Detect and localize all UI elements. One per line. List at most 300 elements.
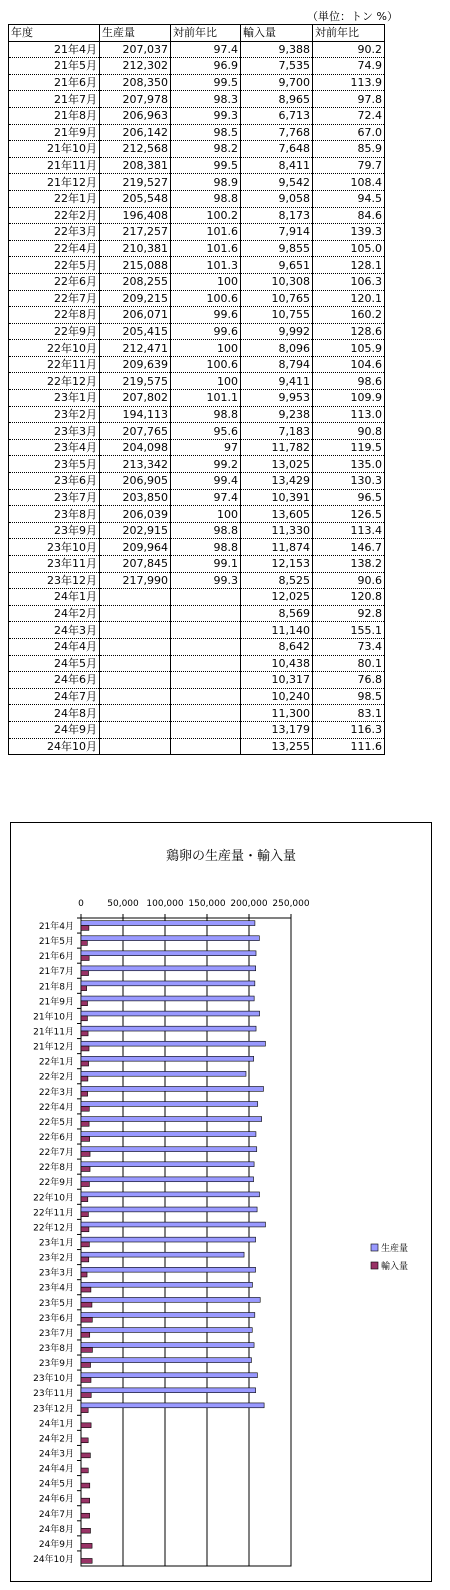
- value-cell: 8,173: [241, 207, 313, 224]
- data-table: [8, 24, 385, 755]
- production-bar: [81, 1297, 260, 1302]
- value-cell: 106.3: [313, 273, 385, 290]
- import-bar: [81, 1001, 88, 1006]
- table-row: [9, 91, 385, 108]
- table-row: [9, 589, 385, 606]
- value-cell: 213,342: [100, 456, 171, 473]
- production-bar: [81, 1117, 262, 1122]
- table-row: [9, 572, 385, 589]
- row-label-cell: 21年4月: [9, 41, 100, 58]
- value-cell: 207,765: [100, 423, 171, 440]
- category-label: 21年7月: [38, 967, 74, 978]
- value-cell: 7,768: [241, 124, 313, 141]
- value-cell: 11,140: [241, 622, 313, 639]
- value-cell: 10,438: [241, 655, 313, 672]
- value-cell: 94.5: [313, 190, 385, 207]
- category-label: 24年5月: [38, 1479, 74, 1490]
- value-cell: 9,855: [241, 240, 313, 257]
- value-cell: 10,240: [241, 688, 313, 705]
- row-label-cell: 22年6月: [9, 273, 100, 290]
- row-label-cell: 24年4月: [9, 638, 100, 655]
- value-cell: 98.9: [171, 174, 241, 191]
- value-cell: 10,765: [241, 290, 313, 307]
- value-cell: 7,535: [241, 58, 313, 75]
- row-label-cell: 21年9月: [9, 124, 100, 141]
- value-cell: 9,411: [241, 373, 313, 390]
- import-bar: [81, 1182, 89, 1187]
- value-cell: 209,215: [100, 290, 171, 307]
- category-label: 22年5月: [38, 1117, 74, 1128]
- import-bar: [81, 926, 89, 931]
- value-cell: 208,350: [100, 74, 171, 91]
- import-bar: [81, 1031, 88, 1036]
- value-cell: 100: [171, 273, 241, 290]
- value-cell: 6,713: [241, 107, 313, 124]
- value-cell: 80.1: [313, 655, 385, 672]
- value-cell: 207,802: [100, 390, 171, 407]
- value-cell: 9,992: [241, 323, 313, 340]
- row-label-cell: 24年6月: [9, 672, 100, 689]
- production-bar: [81, 1192, 259, 1197]
- table-row: [9, 522, 385, 539]
- import-bar: [81, 1347, 92, 1352]
- value-cell: [171, 655, 241, 672]
- value-cell: 9,542: [241, 174, 313, 191]
- column-header: 生産量: [100, 25, 171, 42]
- row-label-cell: 23年1月: [9, 390, 100, 407]
- table-row: [9, 622, 385, 639]
- value-cell: 155.1: [313, 622, 385, 639]
- value-cell: 11,782: [241, 439, 313, 456]
- import-bar: [81, 1332, 90, 1337]
- value-cell: 113.4: [313, 522, 385, 539]
- row-label-cell: 23年6月: [9, 473, 100, 490]
- table-row: [9, 174, 385, 191]
- value-cell: [100, 705, 171, 722]
- column-header: 対前年比: [313, 25, 385, 42]
- table-row: [9, 705, 385, 722]
- value-cell: 11,874: [241, 539, 313, 556]
- category-label: 23年7月: [38, 1328, 74, 1339]
- row-label-cell: 21年6月: [9, 74, 100, 91]
- value-cell: 10,308: [241, 273, 313, 290]
- value-cell: 207,037: [100, 41, 171, 58]
- import-bar: [81, 1272, 87, 1277]
- legend-label: 生産量: [381, 1244, 409, 1254]
- table-row: [9, 290, 385, 307]
- value-cell: 72.4: [313, 107, 385, 124]
- value-cell: 90.2: [313, 41, 385, 58]
- value-cell: 205,548: [100, 190, 171, 207]
- table-row: [9, 672, 385, 689]
- value-cell: 130.3: [313, 473, 385, 490]
- column-header: 輸入量: [241, 25, 313, 42]
- value-cell: 101.6: [171, 224, 241, 241]
- table-row: [9, 107, 385, 124]
- category-label: 23年5月: [38, 1298, 74, 1309]
- row-label-cell: 21年5月: [9, 58, 100, 75]
- value-cell: 212,302: [100, 58, 171, 75]
- value-cell: [171, 589, 241, 606]
- row-label-cell: 24年8月: [9, 705, 100, 722]
- production-bar: [81, 921, 255, 926]
- import-bar: [81, 1558, 92, 1563]
- production-bar: [81, 1102, 258, 1107]
- value-cell: 207,978: [100, 91, 171, 108]
- value-cell: 7,183: [241, 423, 313, 440]
- value-cell: 12,153: [241, 556, 313, 573]
- value-cell: 101.6: [171, 240, 241, 257]
- import-bar: [81, 1227, 89, 1232]
- value-cell: 95.6: [171, 423, 241, 440]
- value-cell: 99.6: [171, 307, 241, 324]
- production-bar: [81, 951, 256, 956]
- row-label-cell: 23年3月: [9, 423, 100, 440]
- category-label: 24年1月: [38, 1419, 74, 1430]
- import-bar: [81, 1121, 89, 1126]
- value-cell: 100: [171, 340, 241, 357]
- table-row: [9, 190, 385, 207]
- production-bar: [81, 1313, 255, 1318]
- value-cell: [171, 638, 241, 655]
- row-label-cell: 24年1月: [9, 589, 100, 606]
- value-cell: [171, 672, 241, 689]
- table-row: [9, 721, 385, 738]
- import-bar: [81, 1106, 89, 1111]
- unit-note: （単位：トン %）: [307, 10, 398, 23]
- import-bar: [81, 956, 89, 961]
- row-label-cell: 22年12月: [9, 373, 100, 390]
- value-cell: 9,058: [241, 190, 313, 207]
- import-bar: [81, 1408, 88, 1413]
- value-cell: 160.2: [313, 307, 385, 324]
- production-bar: [81, 1026, 256, 1031]
- value-cell: 219,575: [100, 373, 171, 390]
- table-row: [9, 207, 385, 224]
- category-label: 23年2月: [38, 1253, 74, 1264]
- value-cell: 98.8: [171, 539, 241, 556]
- legend-label: 輸入量: [381, 1262, 409, 1272]
- category-label: 22年6月: [38, 1133, 74, 1144]
- value-cell: 8,096: [241, 340, 313, 357]
- value-cell: 12,025: [241, 589, 313, 606]
- value-cell: [100, 638, 171, 655]
- row-label-cell: 21年8月: [9, 107, 100, 124]
- value-cell: 217,257: [100, 224, 171, 241]
- table-row: [9, 638, 385, 655]
- value-cell: 85.9: [313, 141, 385, 158]
- x-tick-label: 50,000: [107, 899, 139, 909]
- value-cell: 11,300: [241, 705, 313, 722]
- value-cell: 128.1: [313, 257, 385, 274]
- import-bar: [81, 971, 89, 976]
- row-label-cell: 23年5月: [9, 456, 100, 473]
- import-bar: [81, 1242, 89, 1247]
- value-cell: 204,098: [100, 439, 171, 456]
- value-cell: 206,039: [100, 506, 171, 523]
- import-bar: [81, 1212, 88, 1217]
- value-cell: 10,317: [241, 672, 313, 689]
- value-cell: [100, 589, 171, 606]
- value-cell: 205,415: [100, 323, 171, 340]
- value-cell: 67.0: [313, 124, 385, 141]
- production-bar: [81, 1282, 252, 1287]
- row-label-cell: 23年9月: [9, 522, 100, 539]
- import-bar: [81, 1453, 90, 1458]
- category-label: 23年10月: [33, 1374, 74, 1385]
- value-cell: 98.8: [171, 406, 241, 423]
- table-row: [9, 423, 385, 440]
- value-cell: 119.5: [313, 439, 385, 456]
- import-bar: [81, 1137, 90, 1142]
- row-label-cell: 22年7月: [9, 290, 100, 307]
- table-row: [9, 307, 385, 324]
- x-tick-label: 0: [78, 899, 84, 909]
- row-label-cell: 24年3月: [9, 622, 100, 639]
- import-bar: [81, 1152, 90, 1157]
- category-label: 21年6月: [38, 952, 74, 963]
- import-bar: [81, 1438, 88, 1443]
- row-label-cell: 21年10月: [9, 141, 100, 158]
- value-cell: 13,605: [241, 506, 313, 523]
- category-label: 22年7月: [38, 1148, 74, 1159]
- table-row: [9, 506, 385, 523]
- production-bar: [81, 996, 254, 1001]
- value-cell: 99.3: [171, 572, 241, 589]
- row-label-cell: 22年9月: [9, 323, 100, 340]
- row-label-cell: 22年11月: [9, 356, 100, 373]
- table-header-row: [9, 25, 385, 42]
- import-bar: [81, 1468, 88, 1473]
- value-cell: [100, 688, 171, 705]
- category-label: 24年2月: [38, 1434, 74, 1445]
- value-cell: 9,700: [241, 74, 313, 91]
- production-bar: [81, 1056, 254, 1061]
- value-cell: 113.0: [313, 406, 385, 423]
- value-cell: 90.6: [313, 572, 385, 589]
- value-cell: 10,391: [241, 489, 313, 506]
- x-tick-label: 250,000: [272, 899, 310, 909]
- value-cell: 212,471: [100, 340, 171, 357]
- chart-title: 鶏卵の生産量・輸入量: [165, 849, 297, 864]
- value-cell: 209,639: [100, 356, 171, 373]
- category-label: 21年4月: [38, 922, 74, 933]
- value-cell: 206,071: [100, 307, 171, 324]
- value-cell: 98.3: [171, 91, 241, 108]
- import-bar: [81, 1378, 91, 1383]
- import-bar: [81, 986, 87, 991]
- value-cell: 128.6: [313, 323, 385, 340]
- category-label: 22年8月: [38, 1163, 74, 1174]
- row-label-cell: 22年2月: [9, 207, 100, 224]
- value-cell: 7,648: [241, 141, 313, 158]
- import-bar: [81, 1302, 92, 1307]
- import-bar: [81, 1393, 91, 1398]
- value-cell: 105.0: [313, 240, 385, 257]
- value-cell: 7,914: [241, 224, 313, 241]
- table-row: [9, 390, 385, 407]
- value-cell: 97: [171, 439, 241, 456]
- production-bar: [81, 1358, 251, 1363]
- production-bar: [81, 1147, 257, 1152]
- value-cell: 146.7: [313, 539, 385, 556]
- value-cell: [100, 672, 171, 689]
- production-bar: [81, 1343, 254, 1348]
- table-row: [9, 124, 385, 141]
- category-label: 23年8月: [38, 1343, 74, 1354]
- x-tick-label: 150,000: [188, 899, 226, 909]
- category-label: 22年4月: [38, 1102, 74, 1113]
- production-bar: [81, 1071, 246, 1076]
- value-cell: [100, 622, 171, 639]
- category-label: 22年12月: [33, 1223, 74, 1234]
- value-cell: 208,381: [100, 157, 171, 174]
- value-cell: 212,568: [100, 141, 171, 158]
- import-bar: [81, 1167, 90, 1172]
- value-cell: 11,330: [241, 522, 313, 539]
- category-label: 21年10月: [33, 1012, 74, 1023]
- legend-swatch: [371, 1244, 378, 1251]
- category-label: 22年3月: [38, 1087, 74, 1098]
- import-bar: [81, 1046, 89, 1051]
- category-label: 22年9月: [38, 1178, 74, 1189]
- value-cell: 99.2: [171, 456, 241, 473]
- production-bar: [81, 1086, 263, 1091]
- value-cell: 100.2: [171, 207, 241, 224]
- category-label: 21年9月: [38, 997, 74, 1008]
- value-cell: 83.1: [313, 705, 385, 722]
- value-cell: 97.4: [171, 489, 241, 506]
- category-label: 22年2月: [38, 1072, 74, 1083]
- value-cell: 96.9: [171, 58, 241, 75]
- value-cell: 8,411: [241, 157, 313, 174]
- value-cell: 8,642: [241, 638, 313, 655]
- category-label: 21年11月: [33, 1027, 74, 1038]
- value-cell: 8,569: [241, 605, 313, 622]
- row-label-cell: 21年12月: [9, 174, 100, 191]
- table-row: [9, 340, 385, 357]
- production-bar: [81, 1252, 244, 1257]
- row-label-cell: 21年7月: [9, 91, 100, 108]
- value-cell: 139.3: [313, 224, 385, 241]
- category-label: 24年4月: [38, 1464, 74, 1475]
- value-cell: [171, 605, 241, 622]
- import-bar: [81, 1061, 89, 1066]
- category-label: 21年12月: [33, 1042, 74, 1053]
- import-bar: [81, 1257, 89, 1262]
- value-cell: 109.9: [313, 390, 385, 407]
- table-row: [9, 257, 385, 274]
- value-cell: 9,651: [241, 257, 313, 274]
- category-label: 22年10月: [33, 1193, 74, 1204]
- value-cell: 100: [171, 506, 241, 523]
- legend-swatch: [371, 1262, 378, 1269]
- production-bar: [81, 1328, 252, 1333]
- value-cell: 99.5: [171, 157, 241, 174]
- production-bar: [81, 1388, 256, 1393]
- value-cell: 215,088: [100, 257, 171, 274]
- import-bar: [81, 1483, 90, 1488]
- value-cell: 9,953: [241, 390, 313, 407]
- production-bar: [81, 1237, 256, 1242]
- production-bar: [81, 1177, 254, 1182]
- row-label-cell: 24年7月: [9, 688, 100, 705]
- value-cell: 126.5: [313, 506, 385, 523]
- value-cell: 98.6: [313, 373, 385, 390]
- value-cell: 217,990: [100, 572, 171, 589]
- import-bar: [81, 1091, 88, 1096]
- value-cell: 9,238: [241, 406, 313, 423]
- column-header: 対前年比: [171, 25, 241, 42]
- table-row: [9, 41, 385, 58]
- value-cell: [100, 738, 171, 755]
- column-header: 年度: [9, 25, 100, 42]
- value-cell: 79.7: [313, 157, 385, 174]
- value-cell: 98.5: [171, 124, 241, 141]
- value-cell: 104.6: [313, 356, 385, 373]
- value-cell: 120.8: [313, 589, 385, 606]
- value-cell: 219,527: [100, 174, 171, 191]
- table-row: [9, 74, 385, 91]
- value-cell: 98.2: [171, 141, 241, 158]
- bar-chart: [11, 823, 431, 1581]
- production-bar: [81, 1403, 264, 1408]
- table-row: [9, 539, 385, 556]
- value-cell: 206,963: [100, 107, 171, 124]
- production-bar: [81, 1011, 260, 1016]
- row-label-cell: 24年2月: [9, 605, 100, 622]
- value-cell: [100, 721, 171, 738]
- value-cell: 73.4: [313, 638, 385, 655]
- category-label: 23年4月: [38, 1283, 74, 1294]
- row-label-cell: 22年4月: [9, 240, 100, 257]
- value-cell: 98.8: [171, 190, 241, 207]
- table-row: [9, 373, 385, 390]
- row-label-cell: 23年12月: [9, 572, 100, 589]
- table-row: [9, 273, 385, 290]
- value-cell: 99.6: [171, 323, 241, 340]
- value-cell: 9,388: [241, 41, 313, 58]
- row-label-cell: 22年8月: [9, 307, 100, 324]
- category-label: 23年9月: [38, 1359, 74, 1370]
- chart-area: [10, 822, 432, 1582]
- table-row: [9, 141, 385, 158]
- table-row: [9, 240, 385, 257]
- table-row: [9, 655, 385, 672]
- production-bar: [81, 1041, 265, 1046]
- row-label-cell: 24年10月: [9, 738, 100, 755]
- import-bar: [81, 1543, 92, 1548]
- value-cell: 206,142: [100, 124, 171, 141]
- value-cell: 74.9: [313, 58, 385, 75]
- value-cell: 100: [171, 373, 241, 390]
- value-cell: 8,794: [241, 356, 313, 373]
- value-cell: 138.2: [313, 556, 385, 573]
- value-cell: 203,850: [100, 489, 171, 506]
- value-cell: 98.5: [313, 688, 385, 705]
- value-cell: 116.3: [313, 721, 385, 738]
- value-cell: 13,255: [241, 738, 313, 755]
- production-bar: [81, 1207, 257, 1212]
- table-row: [9, 356, 385, 373]
- table-row: [9, 605, 385, 622]
- table-row: [9, 157, 385, 174]
- category-label: 23年12月: [33, 1404, 74, 1415]
- value-cell: 13,025: [241, 456, 313, 473]
- value-cell: [171, 738, 241, 755]
- value-cell: 207,845: [100, 556, 171, 573]
- value-cell: 84.6: [313, 207, 385, 224]
